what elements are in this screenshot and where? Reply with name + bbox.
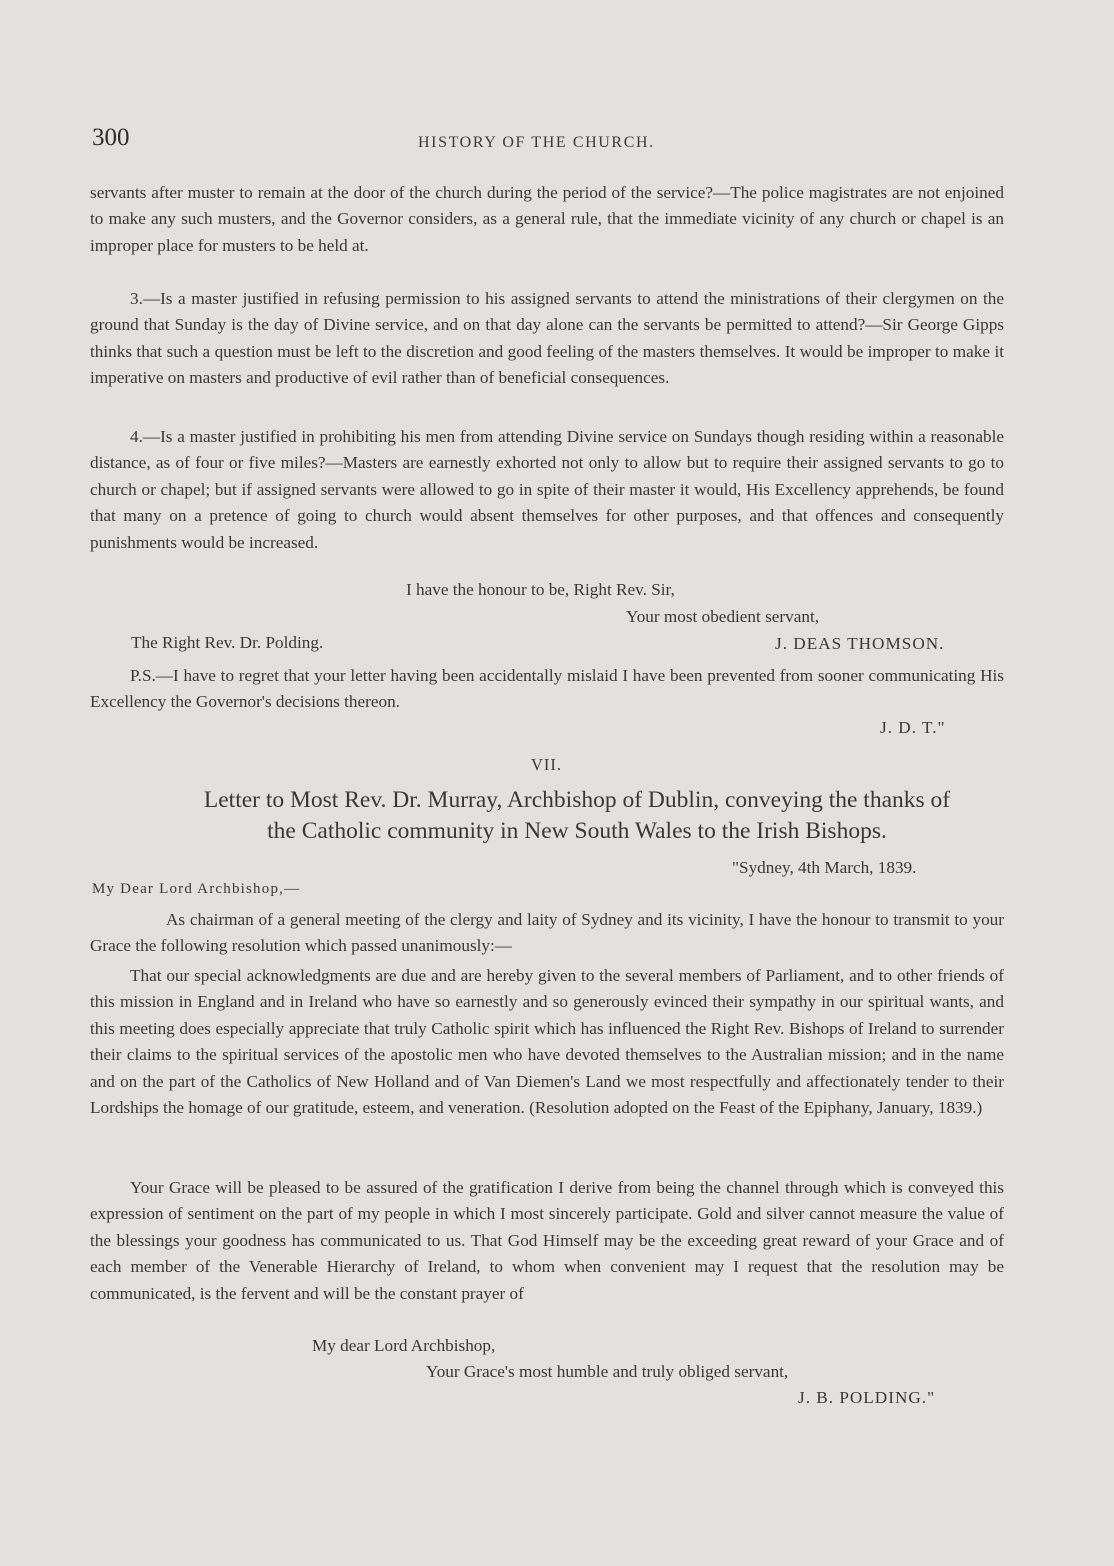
letter-addressee: The Right Rev. Dr. Polding. [131, 633, 324, 652]
letter-salutation: My Dear Lord Archbishop,— [92, 881, 301, 897]
letter-dateline: "Sydney, 4th March, 1839. [732, 858, 917, 877]
letter-heading-line-1: Letter to Most Rev. Dr. Murray, Archbishop of Dublin, conveying the thanks of [203, 787, 951, 813]
running-title: HISTORY OF THE CHURCH. [418, 134, 655, 151]
paragraph-resolution: That our special acknowledgments are due and are hereby given to the several members of Parliament, and to other friends of this mission in England and in Ireland who have so earnestly and so generously evinced their sympathy in our spiritual wants, and this meeting does especially appreciate that truly Catholic spirit which has influenced the Right Rev. Bishops of Ireland to surrender their claims to the spiritual services of the apostolic men who have devoted themselves to the Australian mission; and in the name and on the part of the Catholics of New Holland and of Van Diemen's Land we most respectfully and affectionately tender to their Lordships the homage of our gratitude, esteem, and veneration. (Resolution adopted on the Feast of the Epiphany, January, 1839.) [90, 966, 1004, 1118]
letter-closing-servant: Your most obedient servant, [626, 607, 820, 626]
letter-closing-honour: I have the honour to be, Right Rev. Sir, [406, 580, 675, 599]
paragraph-question-4: 4.—Is a master justified in prohibiting his men from attending Divine service on Sundays though residing within a reasonable distance, as of four or five miles?—Masters are earnestly exhorted not only to allow but to require their assigned servants to go to church or chapel; but if assigned servants were allowed to go in spite of their master it would, His Excellency apprehends, be found that many on a pretence of going to church would absent themselves for other purposes, and that offences and consequently punishments would be increased. [90, 427, 1004, 552]
closing-salutation: My dear Lord Archbishop, [312, 1336, 496, 1355]
page-number: 300 [92, 124, 130, 151]
paragraph-chairman: As chairman of a general meeting of the clergy and laity of Sydney and its vicinity, I have the honour to transmit to your Grace the following resolution which passed unanimously:— [90, 910, 1004, 956]
signature-polding: J. B. POLDING." [798, 1388, 936, 1407]
closing-servant: Your Grace's most humble and truly obliged servant, [426, 1362, 789, 1381]
paragraph-gratitude: Your Grace will be pleased to be assured of the gratification I derive from being the channel through which is conveyed this expression of sentiment on the part of my people in which I most sincerely participate. Gold and silver cannot measure the value of the blessings your goodness has communicated to us. That God Himself may be the exceeding great reward of your Grace and of each member of the Venerable Hierarchy of Ireland, to whom when convenient may I request that the resolution may be communicated, is the fervent and will be the constant prayer of [90, 1178, 1004, 1303]
section-numeral: VII. [531, 755, 563, 774]
paragraph-question-3: 3.—Is a master justified in refusing permission to his assigned servants to attend the ministrations of their clergymen on the ground that Sunday is the day of Divine service, and on that day alone can the servants be permitted to attend?—Sir George Gipps thinks that such a question must be left to the discretion and good feeling of the masters themselves. It would be improper to make it imperative on masters and productive of evil rather than of beneficial consequences. [90, 289, 1004, 388]
paragraph-continued: servants after muster to remain at the door of the church during the period of the service?—The police magistrates are not enjoined to make any such musters, and the Governor considers, as a general rule, that the immediate vicinity of any church or chapel is an improper place for musters to be held at. [90, 183, 1004, 255]
signature-thomson: J. DEAS THOMSON. [775, 634, 945, 653]
signature-initials: J. D. T." [880, 718, 946, 737]
postscript: P.S.—I have to regret that your letter having been accidentally mislaid I have been prevented from sooner communicating His Excellency the Governor's decisions thereon. [90, 666, 1004, 712]
letter-heading-line-2: the Catholic community in New South Wales to the Irish Bishops. [267, 818, 887, 844]
